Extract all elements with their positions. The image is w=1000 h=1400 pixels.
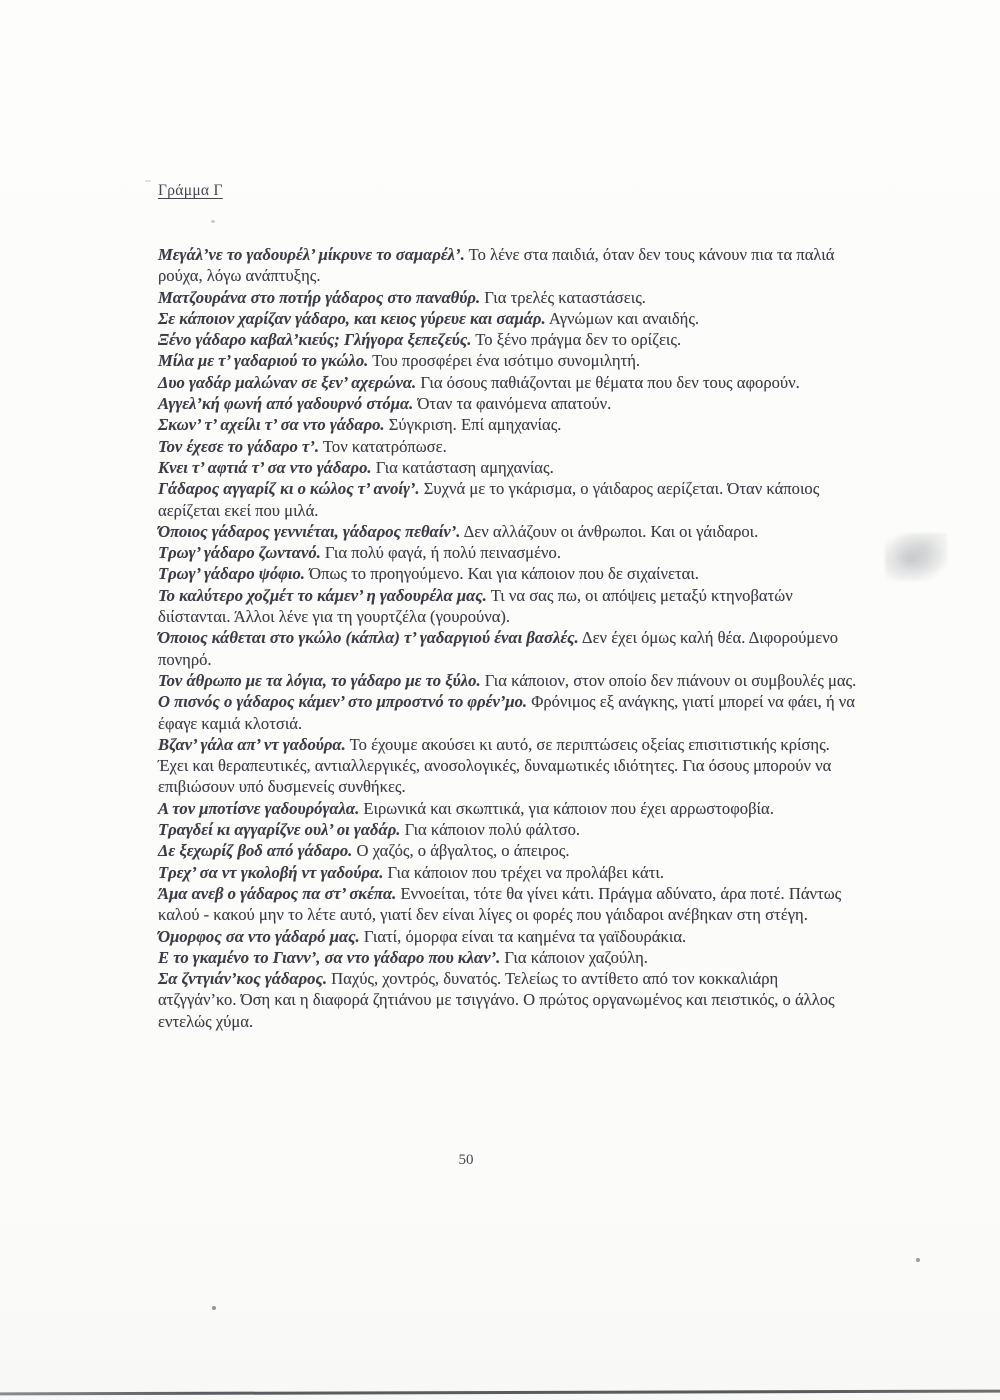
proverb-entry — [158, 670, 858, 691]
proverb-explanation: Για κάποιον χαζούλη. — [504, 947, 648, 967]
proverb-explanation: Το λένε στα παιδιά, όταν δεν τους κάνουν πια τα παλιά ρούχα, λόγω ανάπτυξης. — [158, 245, 835, 286]
proverb-explanation: Για κάποιον πολύ φάλτσο. — [404, 820, 581, 840]
proverb-entry — [158, 372, 858, 393]
proverb-entry — [158, 457, 858, 478]
proverb-phrase: Σκων’ τ’ αχείλι τ’ σα ντο γάδαρο. — [158, 415, 385, 435]
proverb-entry — [158, 585, 858, 628]
proverb-entry — [158, 521, 858, 542]
proverb-phrase: Βζαν’ γάλα απ’ ντ γαδούρα. — [158, 734, 346, 754]
proverb-entry — [158, 478, 858, 521]
proverb-entry — [158, 287, 858, 308]
proverb-entry — [158, 308, 858, 329]
proverb-phrase: Ματζουράνα στο ποτήρ γάδαρος στο παναθύρ. — [158, 287, 481, 307]
scan-smudge-artifact — [885, 533, 947, 581]
proverb-explanation: Παχύς, χοντρός, δυνατός. Τελείως το αντίθετο από τον κοκκαλιάρη ατζγγάν’κο. Όση και η διαφορά ζητιάνου με τσιγγάνο. Ο πρώτος οργανωμένος και πειστικός, ο άλλος εντελώς χύμα. — [158, 969, 835, 1031]
proverb-explanation: Όπως το προηγούμενο. Και για κάποιον που δε σιχαίνεται. — [309, 564, 699, 584]
proverb-phrase: Τον άθρωπο με τα λόγια, το γάδαρο με το ξύλο. — [158, 670, 481, 690]
proverb-explanation: Για κατάσταση αμηχανίας. — [375, 457, 554, 477]
proverb-explanation: Δεν αλλάζουν οι άνθρωποι. Και οι γάιδαροι. — [463, 521, 759, 541]
proverb-entry — [158, 414, 858, 435]
proverb-phrase: Όμορφος σα ντο γάδαρό μας. — [158, 926, 360, 946]
proverb-phrase: Σα ζντγιάν’κος γάδαρος. — [158, 969, 328, 989]
proverb-phrase: Α τον μποτίσνε γαδουρόγαλα. — [158, 798, 360, 818]
scan-speck — [211, 220, 215, 223]
scan-speck — [145, 180, 151, 182]
proverb-phrase: Άμα ανεβ ο γάδαρος πα στ’ σκέπα. — [158, 883, 397, 903]
proverb-entry — [158, 947, 858, 968]
proverb-phrase: Μίλα με τ’ γαδαριού το γκώλο. — [158, 351, 369, 371]
proverb-explanation: Του προσφέρει ένα ισότιμο συνομιλητή. — [372, 351, 641, 371]
proverb-entry — [158, 329, 858, 350]
proverb-phrase: Τρωγ’ γάδαρο ζωντανό. — [158, 543, 321, 563]
proverb-phrase: Γάδαρος αγγαρίζ κι ο κώλος τ’ ανοίγ’. — [158, 479, 420, 499]
proverb-entry — [158, 734, 858, 798]
proverb-phrase: Μεγάλ’νε το γαδουρέλ’ μίκρυνε το σαμαρέλ’. — [158, 245, 465, 264]
proverb-explanation: Το ξένο πράγμα δεν το ορίζεις. — [475, 330, 682, 350]
proverb-phrase: Τρωγ’ γάδαρο ψόφιο. — [158, 564, 305, 584]
proverb-explanation: Τι να σας πω, οι απόψεις μεταξύ κτηνοβατών διίστανται. Άλλοι λένε για τη γουρτζέλα (γουρούνα). — [158, 585, 793, 627]
proverb-explanation: Ειρωνικά και σκωπτικά, για κάποιον που έχει αρρωστοφοβία. — [363, 798, 774, 818]
scan-edge-line — [0, 1390, 1000, 1396]
proverb-entry — [158, 563, 858, 584]
proverb-phrase: Τραγδεί κι αγγαρίζνε ουλ’ οι γαδάρ. — [158, 820, 401, 840]
proverb-entry — [158, 862, 858, 883]
proverb-explanation: Δεν έχει όμως καλή θέα. Διφορούμενο πονηρό. — [158, 628, 839, 669]
scan-speck — [916, 1258, 920, 1262]
proverb-entry — [158, 244, 858, 287]
proverb-entry — [158, 393, 858, 414]
proverb-phrase: Δυο γαδάρ μαλώναν σε ξεν’ αχερώνα. — [158, 372, 417, 392]
proverb-entry — [158, 926, 858, 947]
proverb-entry — [158, 350, 858, 371]
proverb-explanation: Ο χαζός, ο άβγαλτος, ο άπειρος. — [356, 841, 570, 861]
proverb-entry — [158, 819, 858, 840]
page-number: 50 — [458, 1152, 474, 1168]
proverb-entry — [158, 627, 858, 670]
proverb-phrase: Δε ξεχωρίζ βοδ από γάδαρο. — [158, 841, 353, 861]
proverb-phrase: Ο πισνός ο γάδαρος κάμεν’ στο μπροστνό το φρέν’μο. — [158, 692, 528, 712]
proverb-entry — [158, 798, 858, 819]
proverb-phrase: Τρεχ’ σα ντ γκολοβή ντ γαδούρα. — [158, 862, 384, 882]
proverb-explanation: Αγνώμων και αναιδής. — [548, 308, 700, 328]
page-header: Γράμμα Γ — [158, 182, 223, 199]
proverb-phrase: Κνει τ’ αφτιά τ’ σα ντο γάδαρο. — [158, 457, 372, 477]
proverb-phrase: Όποιος γάδαρος γεννιέται, γάδαρος πεθαίν’. — [158, 521, 461, 541]
proverb-explanation: Σύγκριση. Επί αμηχανίας. — [388, 415, 562, 435]
proverb-explanation: Φρόνιμος εξ ανάγκης, γιατί μπορεί να φάει, ή να έφαγε καμιά κλοτσιά. — [158, 692, 855, 733]
proverb-entries-container — [158, 244, 858, 1032]
proverb-explanation: Γιατί, όμορφα είναι τα καημένα τα γαϊδουράκια. — [363, 926, 687, 946]
proverb-explanation: Για τρελές καταστάσεις. — [484, 287, 646, 307]
proverb-explanation: Όταν τα φαινόμενα απατούν. — [417, 394, 612, 414]
proverb-phrase: Όποιος κάθεται στο γκώλο (κάπλα) τ’ γαδαργιού έναι βασλές. — [158, 628, 579, 648]
scan-speck — [212, 1306, 216, 1310]
proverb-entry — [158, 968, 858, 1032]
proverb-entry — [158, 691, 858, 734]
proverb-explanation: Εννοείται, τότε θα γίνει κάτι. Πράγμα αδύνατο, άρα ποτέ. Πάντως καλού - κακού μην το λέτε αυτό, γιατί δεν είναι λίγες οι φορές που γάιδαροι ανέβηκαν στη στέγη. — [158, 883, 842, 925]
proverb-entry — [158, 542, 858, 563]
proverb-phrase: Αγγελ’κή φωνή από γαδουρνό στόμα. — [158, 394, 414, 414]
proverb-entry — [158, 436, 858, 457]
proverb-explanation: Για κάποιον, στον οποίο δεν πιάνουν οι συμβουλές μας. — [484, 670, 857, 690]
proverb-explanation: Το έχουμε ακούσει κι αυτό, σε περιπτώσεις οξείας επισιτιστικής κρίσης. Έχει και θεραπευτικές, αντιαλλεργικές, ανοσολογικές, δυναμωτικές ιδιότητες. Για όσους μπορούν να επιβιώσουν υπό δυσμενείς συνθήκες. — [158, 734, 832, 797]
proverb-entry — [158, 883, 858, 926]
proverb-entry — [158, 840, 858, 861]
proverb-explanation: Για κάποιον που τρέχει να προλάβει κάτι. — [387, 862, 664, 882]
proverb-explanation: Για πολύ φαγά, ή πολύ πεινασμένο. — [324, 543, 561, 563]
proverb-explanation: Συχνά με το γκάρισμα, ο γάιδαρος αερίζεται. Όταν κάποιος αερίζεται εκεί που μιλά. — [158, 479, 820, 520]
proverb-phrase: Σε κάποιον χαρίζαν γάδαρο, και κειος γύρευε και σαμάρ. — [158, 308, 546, 328]
proverb-phrase: Ε το γκαμένο το Γιανν’, σα ντο γάδαρο που κλαν’. — [158, 947, 501, 967]
proverb-explanation: Τον κατατρόπωσε. — [322, 436, 447, 456]
proverb-explanation: Για όσους παθιάζονται με θέματα που δεν τους αφορούν. — [420, 372, 800, 392]
proverb-phrase: Το καλύτερο χοζμέτ το κάμεν’ η γαδουρέλα μας. — [158, 585, 487, 605]
proverb-phrase: Ξένο γάδαρο καβαλ’κιεύς; Γλήγορα ξεπεζεύς. — [158, 330, 472, 350]
proverb-phrase: Τον έχεσε το γάδαρο τ’. — [158, 436, 320, 456]
